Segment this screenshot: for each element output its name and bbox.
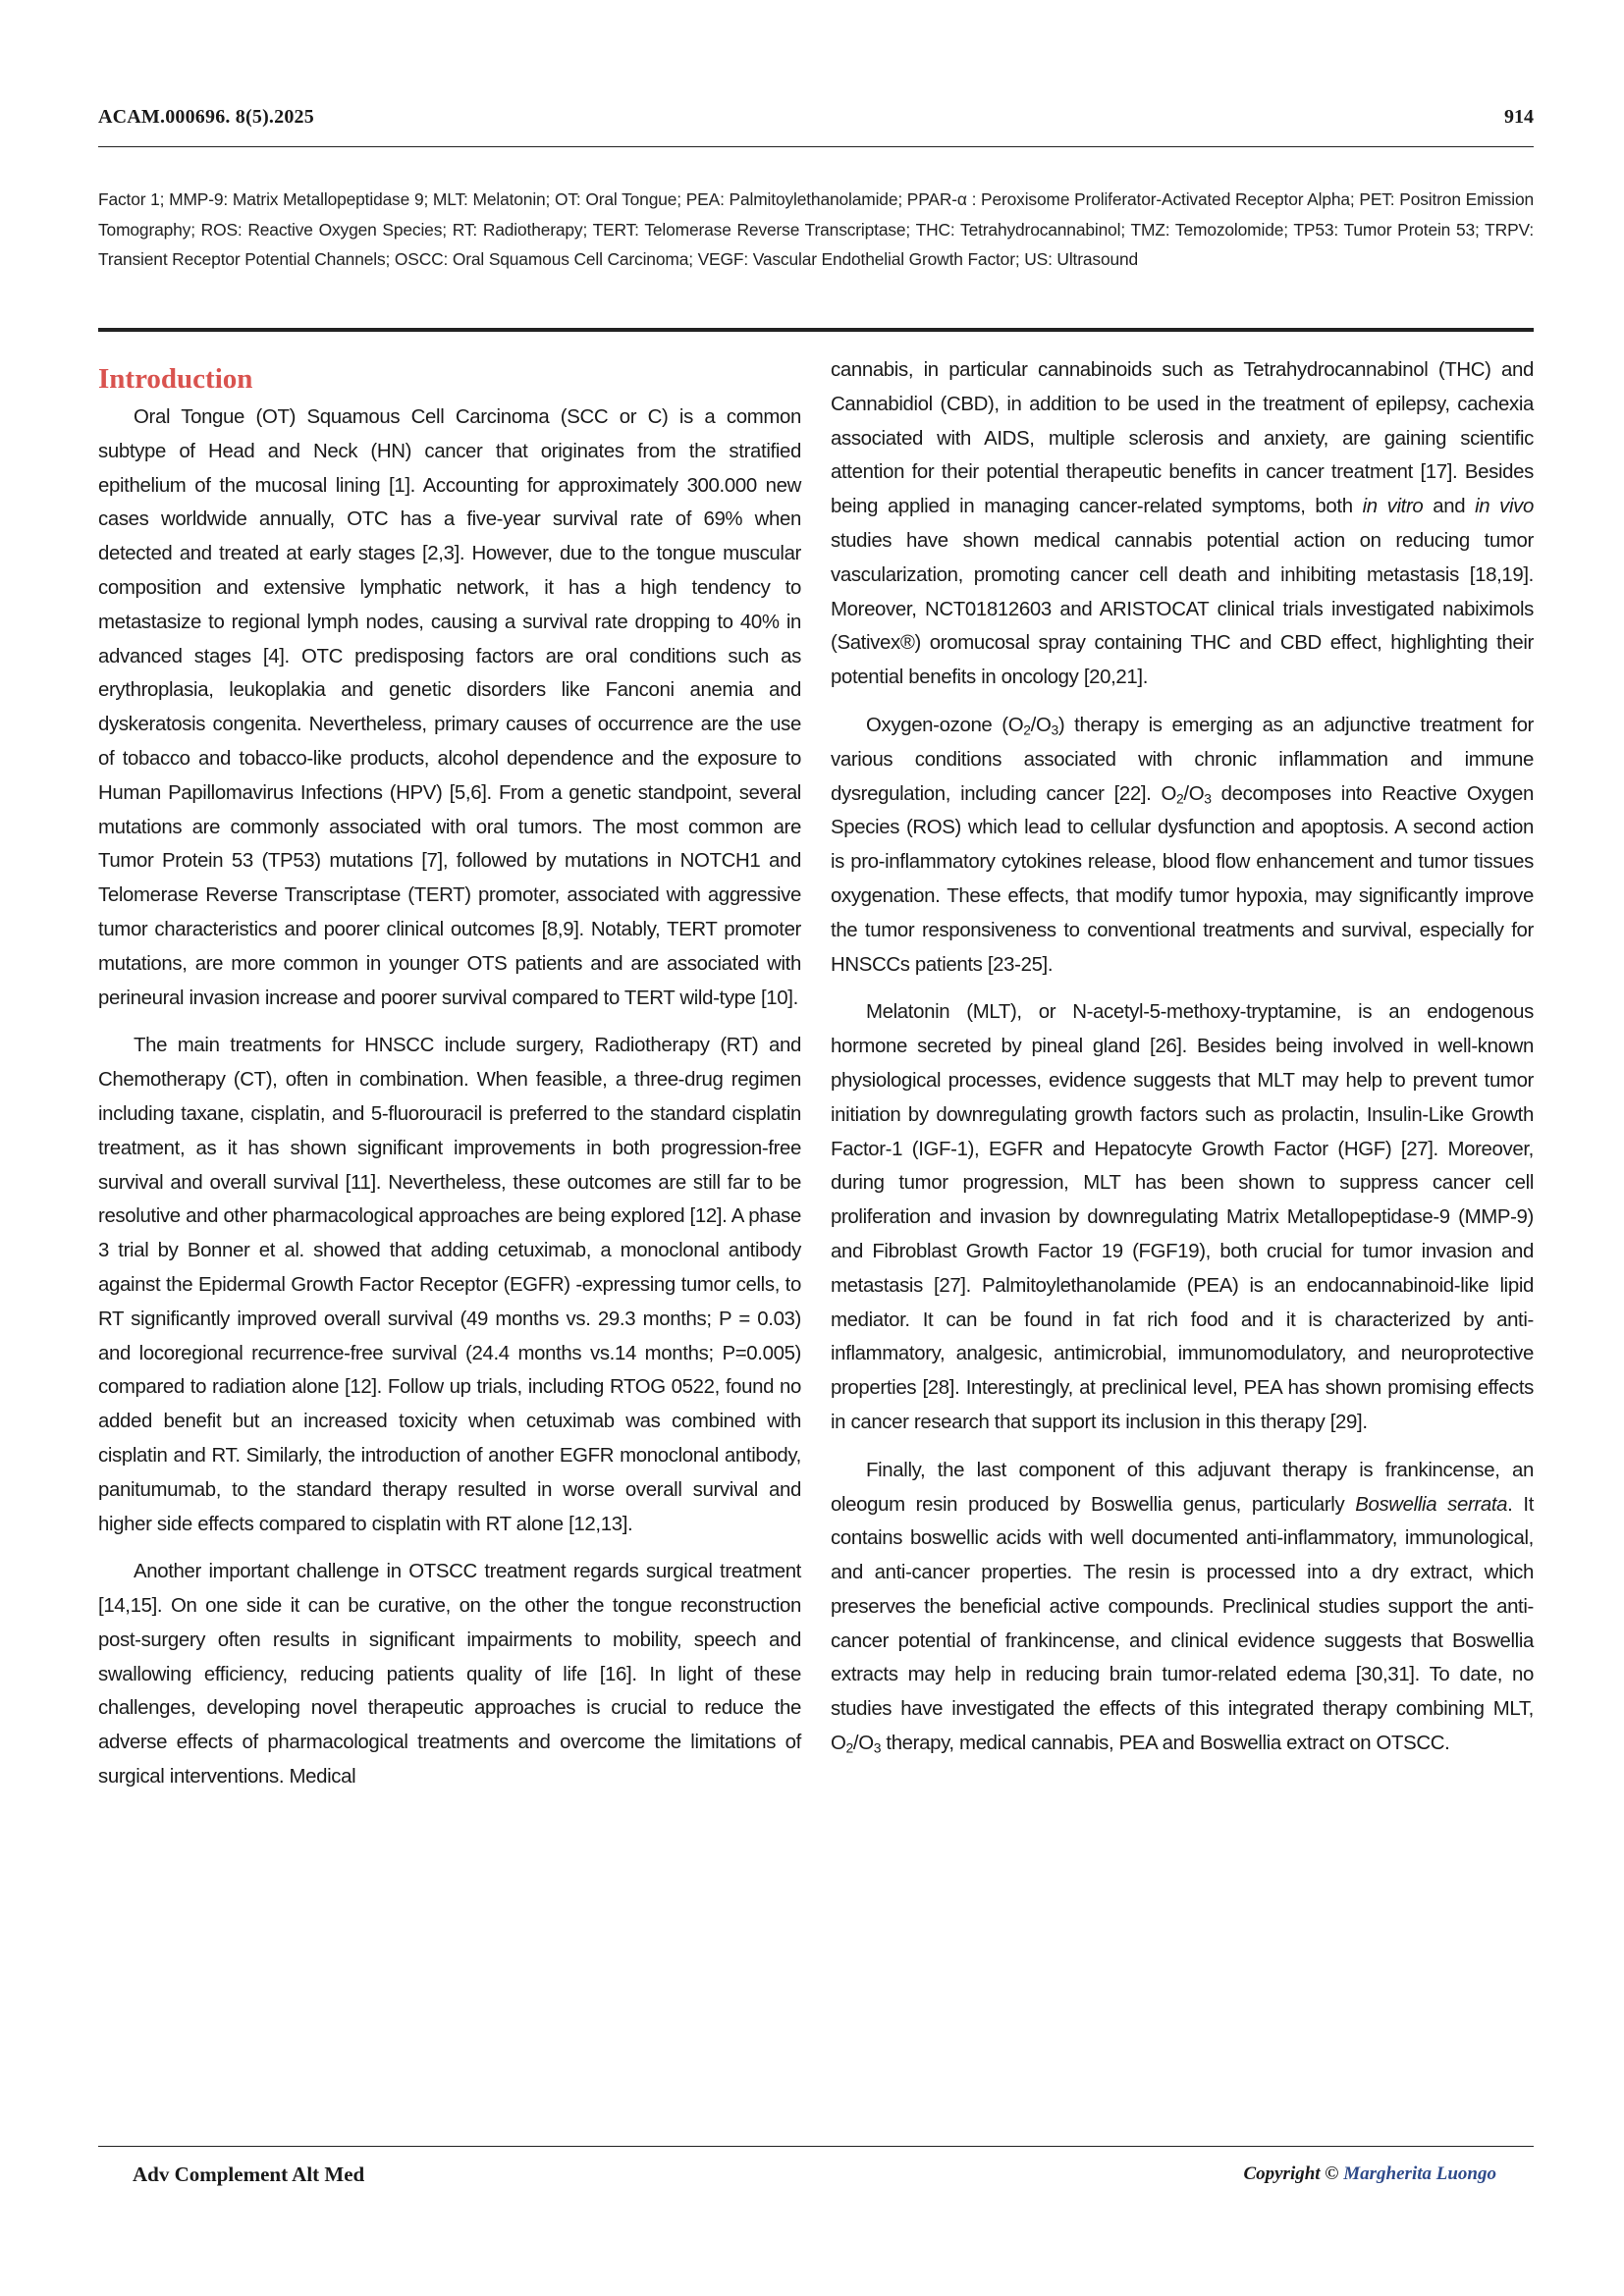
italic-term: in vivo: [1475, 496, 1534, 518]
page-header: [98, 106, 1534, 145]
italic-term: Boswellia serrata: [1355, 1493, 1508, 1516]
section-title-introduction: Introduction: [98, 363, 253, 395]
text-run: . It contains boswellic acids with well documented anti-inflammatory, immunological, and anti-cancer properties. The resin is processed into a dry extract, which preserves the beneficial active compounds. Preclinical studies support the anti-cancer potential of frankincense, and clinical evidence suggests that Boswellia extracts may help in reducing brain tumor-related edema [30,31]. To date, no studies have investigated the effects of this integrated therapy combining MLT, O: [831, 1493, 1535, 1755]
left-column: [98, 359, 801, 1808]
footer-divider: [98, 2146, 1534, 2147]
text-run: /O: [1183, 782, 1205, 805]
subscript: 3: [1051, 721, 1058, 738]
paragraph-treatments: The main treatments for HNSCC include surgery, Radiotherapy (RT) and Chemotherapy (CT), often in combination. When feasible, a three-drug regimen including taxane, cisplatin, and 5-fluorouracil is preferred to the standard cisplatin treatment, as it has shown significant improvements in both progression-free survival and overall survival [11]. Nevertheless, these outcomes are still far to be resolutive and other pharmacological approaches are being explored [12]. A phase 3 trial by Bonner et al. showed that adding cetuximab, a monoclonal antibody against the Epidermal Growth Factor Receptor (EGFR) -expressing tumor cells, to RT significantly improved overall survival (49 months vs. 29.3 months; P = 0.03) and locoregional recurrence-free survival (24.4 months vs.14 months; P=0.005) compared to radiation alone [12]. Follow up trials, including RTOG 0522, found no added benefit but an increased toxicity when cetuximab was combined with cisplatin and RT. Similarly, the introduction of another EGFR monoclonal antibody, panitumumab, to the standard therapy resulted in worse overall survival and higher side effects compared to cisplatin with RT alone [12,13].: [98, 1035, 801, 1535]
abbreviations-line: VEGF: Vascular Endothelial Growth Factor; US: Ultrasound: [697, 249, 1139, 269]
header-divider: [98, 146, 1534, 147]
paragraph-frankincense: [831, 1454, 1534, 1761]
text-run: decomposes into Reactive Oxygen Species (ROS) which lead to cellular dysfunction and apoptosis. A second action is pro-inflammatory cytokines release, blood flow enhancement and tumor tissues oxygenation. These effects, that modify tumor hypoxia, may significantly improve the tumor responsiveness to conventional treatments and survival, especially for HNSCCs patients [23-25].: [831, 782, 1534, 976]
text-run: and: [1423, 496, 1476, 518]
right-column: [831, 353, 1534, 1775]
paragraph-oxygen-ozone: [831, 709, 1534, 982]
text-run: cannabis, in particular cannabinoids such as Tetrahydrocannabinol (THC) and Cannabidiol (CBD), in addition to be used in the treatment of epilepsy, cachexia associated with AIDS, multiple sclerosis and anxiety, are gaining scientific attention for their potential therapeutic benefits in cancer treatment [17]. Besides being applied in managing cancer-related symptoms, both: [831, 359, 1534, 518]
subscript: 2: [1176, 790, 1184, 807]
paragraph-surgical-challenge: Another important challenge in OTSCC treatment regards surgical treatment [14,15]. On one side it can be curative, on the other the tongue reconstruction post-surgery often results in significant impairments to mobility, speech and swallowing efficiency, reducing patients quality of life [16]. In light of these challenges, developing novel therapeutic approaches is crucial to reduce the adverse effects of pharmacological treatments and overcome the limitations of surgical interventions. Medical: [98, 1561, 801, 1789]
abbreviations-line: Receptor Alpha; PET: Positron Emission Tomography; ROS: Reactive Oxygen Species; RT: Radiotherapy; TERT: Telomerase Reverse Transcriptase; THC:: [98, 189, 1534, 240]
footer-copyright: [1243, 2163, 1496, 2185]
copyright-label: Copyright ©: [1243, 2163, 1339, 2184]
journal-reference: ACAM.000696. 8(5).2025: [98, 106, 314, 128]
subscript: 2: [1023, 721, 1031, 738]
subscript: 2: [845, 1739, 853, 1756]
paragraph-melatonin: Melatonin (MLT), or N-acetyl-5-methoxy-tryptamine, is an endogenous hormone secreted by pineal gland [26]. Besides being involved in well-known physiological processes, evidence suggests that MLT may help to prevent tumor initiation by downregulating growth factors such as prolactin, Insulin-Like Growth Factor-1 (IGF-1), EGFR and Hepatocyte Growth Factor (HGF) [27]. Moreover, during tumor progression, MLT has been shown to suppress cancer cell proliferation and invasion by downregulating Matrix Metallopeptidase-9 (MMP-9) and Fibroblast Growth Factor 19 (FGF19), both crucial for tumor invasion and metastasis [27]. Palmitoylethanolamide (PEA) is an endocannabinoid-like lipid mediator. It can be found in fat rich food and it is characterized by anti-inflammatory, analgesic, antimicrobial, immunomodulatory, and neuroprotective properties [28]. Interestingly, at preclinical level, PEA has shown promising effects in cancer research that support its inclusion in this therapy [29].: [831, 1001, 1534, 1433]
footer-journal-name: Adv Complement Alt Med: [133, 2163, 365, 2186]
paragraph-intro: Oral Tongue (OT) Squamous Cell Carcinoma (SCC or C) is a common subtype of Head and Neck (HN) cancer that originates from the stratified epithelium of the mucosal lining [1]. Accounting for approximately 300.000 new cases worldwide annually, OTC has a five-year survival rate of 69% when detected and treated at early stages [2,3]. However, due to the tongue muscular composition and extensive lymphatic network, it has a high tendency to metastasize to regional lymph nodes, causing a survival rate dropping to 40% in advanced stages [4]. OTC predisposing factors are oral conditions such as erythroplasia, leukoplakia and genetic disorders like Fanconi anemia and dyskeratosis congenita. Nevertheless, primary causes of occurrence are the use of tobacco and tobacco-like products, alcohol dependence and the exposure to Human Papillomavirus Infections (HPV) [5,6]. From a genetic standpoint, several mutations are commonly associated with oral tumors. The most common are Tumor Protein 53 (TP53) mutations [7], followed by mutations in NOTCH1 and Telomerase Reverse Transcriptase (TERT) promoter, associated with aggressive tumor characteristics and poorer clinical outcomes [8,9]. Notably, TERT promoter mutations, are more common in younger OTS patients and are associated with perineural invasion increase and poorer survival compared to TERT wild-type [10].: [98, 406, 801, 1009]
text-run: /O: [852, 1733, 874, 1755]
author-link[interactable]: Margherita Luongo: [1343, 2163, 1496, 2184]
abbreviations-line: Factor 1; MMP-9: Matrix Metallopeptidase 9; MLT: Melatonin; OT: Oral Tongue; PEA: Palmitoylethanolamide; PPAR-α : Peroxisome Proliferator-Activated: [98, 189, 1235, 209]
italic-term: in vitro: [1362, 496, 1424, 518]
text-run: /O: [1030, 714, 1052, 736]
text-run: Finally, the last component of this adjuvant therapy is frankincense, an oleogum resin produced by Boswellia genus, particularly: [831, 1459, 1534, 1516]
section-divider: [98, 328, 1534, 332]
abbreviations-block: [98, 185, 1534, 275]
page-number: 914: [1504, 106, 1534, 128]
paragraph-cannabis: [831, 353, 1534, 695]
subscript: 3: [873, 1739, 882, 1756]
abbreviations-line: Tetrahydrocannabinol; TMZ: Temozolomide; TP53: Tumor Protein 53; TRPV: Transient Receptor Potential Channels; OSCC: Oral Squamous Cell Carcinoma;: [98, 219, 1534, 269]
text-run: therapy, medical cannabis, PEA and Boswellia extract on OTSCC.: [881, 1733, 1450, 1755]
text-run: studies have shown medical cannabis potential action on reducing tumor vascularization, promoting cancer cell death and inhibiting metastasis [18,19]. Moreover, NCT01812603 and ARISTOCAT clinical trials investigated nabiximols (Sativex®) oromucosal spray containing THC and CBD effect, highlighting their potential benefits in oncology [20,21].: [831, 529, 1534, 689]
text-run: Oxygen-ozone (O: [866, 714, 1024, 736]
subscript: 3: [1204, 790, 1212, 807]
text-run: ) therapy is emerging as an adjunctive treatment for various conditions associated with chronic inflammation and immune dysregulation, including cancer [22]. O: [831, 714, 1535, 805]
